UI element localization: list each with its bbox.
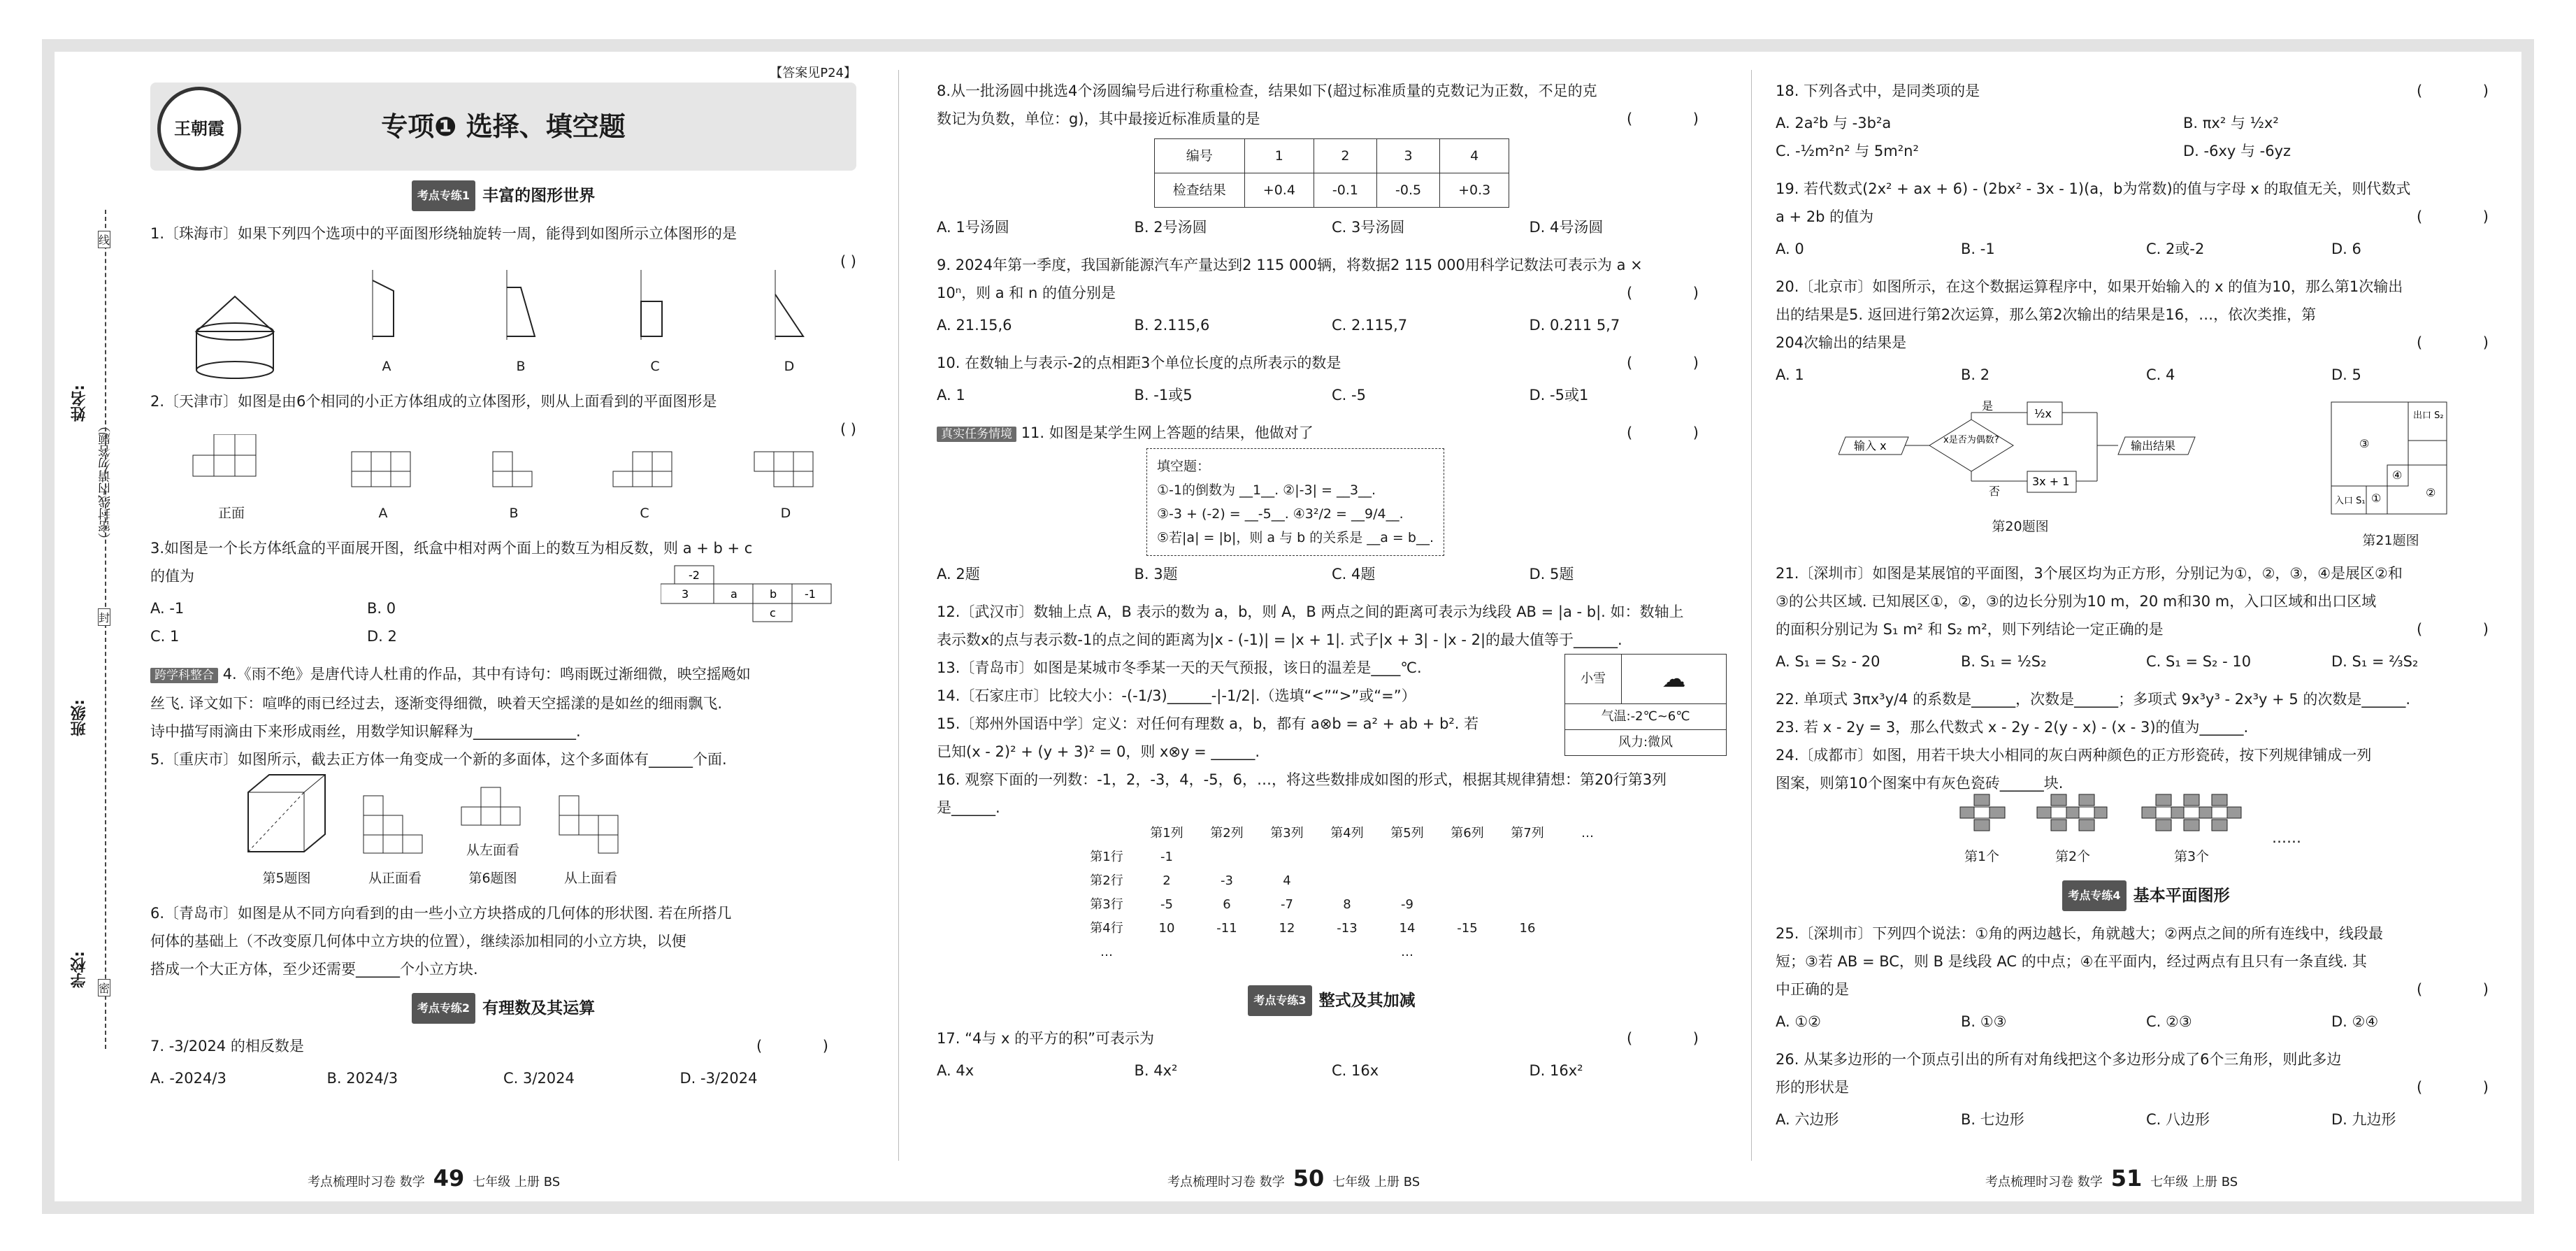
q1-option-a: A xyxy=(359,266,415,380)
svg-text:x是否为偶数?: x是否为偶数? xyxy=(1943,435,1999,445)
q2-option-d: D xyxy=(751,448,821,527)
grid-row: … … xyxy=(1100,945,1413,959)
q10-options: A. 1 B. -1或5 C. -5 D. -5或1 xyxy=(937,387,1589,403)
seal-mark-1: 线 xyxy=(98,231,110,248)
question-9-cont: 10ⁿ，则 a 和 n 的值分别是 ( ) xyxy=(937,279,1727,307)
cut-cube-figure: 第5题图 xyxy=(241,771,332,892)
svg-text:a: a xyxy=(731,587,737,601)
section-title: 有理数及其运算 xyxy=(482,999,596,1017)
brand-logo xyxy=(157,87,241,171)
question-21: 21.〔深圳市〕如图是某展馆的平面图，3个展区均为正方形，分别记为①，②，③，④是展区②和 xyxy=(1776,565,2403,582)
question-8: 8.从一批汤圆中挑选4个汤圆编号后进行称重检查，结果如下(超过标准质量的克数记为正数，不足的克 xyxy=(937,83,1597,99)
section-title: 整式及其加减 xyxy=(1318,992,1416,1010)
svg-text:输入 x: 输入 x xyxy=(1854,439,1887,452)
binding-strip xyxy=(63,210,112,1049)
question-21-cont: ③的公共区域. 已知展区①，②，③的边长分别为10 m，20 m和30 m，入口区域和出口区域 xyxy=(1776,593,2377,610)
svg-text:否: 否 xyxy=(1989,485,2001,498)
svg-text:b: b xyxy=(770,587,777,601)
q25-options: A. ①② B. ①③ C. ②③ D. ②④ xyxy=(1776,1013,2379,1030)
column-divider xyxy=(898,70,899,1161)
footer-page-50: 考点梳理时习卷 数学 50 七年级 上册 BS xyxy=(1167,1165,1420,1192)
q3-options: A. -1 B. 0 C. 1 D. 2 xyxy=(150,600,397,645)
question-22: 22. 单项式 3πx³y/4 的系数是______，次数是______；多项式 9x³y³ - 2x³y + 5 的次数是______. xyxy=(1776,691,2411,708)
section-header xyxy=(150,180,856,211)
question-3-block xyxy=(150,534,856,650)
name-label: 姓名: xyxy=(71,385,88,422)
question-26: 26. 从某多边形的一个顶点引出的所有对角线把这个多边形分成了6个三角形，则此多边 xyxy=(1776,1051,2342,1068)
question-2: 2.〔天津市〕如图是由6个相同的小正方体组成的立体图形，则从上面看到的平面图形是 xyxy=(150,393,717,410)
page-number: 49 xyxy=(433,1165,465,1192)
real-task-tag: 真实任务情境 xyxy=(937,427,1016,442)
svg-text:3x + 1: 3x + 1 xyxy=(2032,475,2070,488)
q7-options: A. -2024/3 B. 2024/3 C. 3/2024 D. -3/2024 xyxy=(150,1070,758,1087)
column-1 xyxy=(150,64,856,1102)
q2-option-a: A xyxy=(348,448,418,527)
answer-paren: ( ) xyxy=(1626,1030,1727,1047)
q1-option-b: B xyxy=(493,266,549,380)
answer-paren: ( ) xyxy=(1626,110,1727,127)
svg-text:①: ① xyxy=(2371,492,2382,505)
svg-text:出口 S₂: 出口 S₂ xyxy=(2413,410,2444,421)
q8-options: A. 1号汤圆 B. 2号汤圆 C. 3号汤圆 D. 4号汤圆 xyxy=(937,219,1604,236)
top-view-figure: 从上面看 xyxy=(556,792,626,892)
tile-pattern-ellipsis: …… xyxy=(2272,829,2301,846)
question-9: 9. 2024年第一季度，我国新能源汽车产量达到2 115 000辆，将数据2 115 000用科学记数法可表示为 a × xyxy=(937,257,1643,273)
answer-paren: ( ) xyxy=(1626,285,1727,301)
section-header xyxy=(150,993,856,1024)
section-tag: 考点专练2 xyxy=(412,993,475,1024)
question-6: 6.〔青岛市〕如图是从不同方向看到的由一些小立方块搭成的几何体的形状图. 若在所搭几 xyxy=(150,905,732,922)
question-3: 3.如图是一个长方体纸盒的平面展开图，纸盒中相对两个面上的数互为相反数，则 a + b + c xyxy=(150,540,753,557)
cube-stack-figure: 正面 xyxy=(186,434,277,527)
section-header xyxy=(1776,880,2517,911)
section-title: 基本平面图形 xyxy=(2133,887,2230,905)
q18-options: A. 2a²b 与 -3b²a B. πx² 与 ½x² C. -½m²n² 与 5m²n² D. -6xy 与 -6yz xyxy=(1776,115,2291,159)
question-11: 真实任务情境 11. 如图是某学生网上答题的结果，他做对了 ( ) xyxy=(937,419,1727,448)
box-net-figure xyxy=(661,562,842,625)
footer-page-49: 考点梳理时习卷 数学 49 七年级 上册 BS xyxy=(308,1165,561,1192)
answer-paren: ( ) xyxy=(2416,208,2517,225)
page-title: 专项❶ 选择、填空题 xyxy=(381,111,626,142)
seal-note: （密封线内请勿答题） xyxy=(98,420,113,545)
question-15: 15.〔郑州外国语中学〕定义：对任何有理数 a，b，都有 a⊗b = a² + ab + b². 若 xyxy=(937,715,1479,732)
question-12-cont: 表示数x的点与表示数-1的点之间的距离为|x - (-1)| = |x + 1|. 式子|x + 3| - |x - 2|的最大值等于______. xyxy=(937,631,1622,648)
column-3 xyxy=(1776,77,2517,1143)
question-21-cont2: 的面积分别记为 S₁ m² 和 S₂ m²，则下列结论一定正确的是 ( ) xyxy=(1776,615,2517,643)
question-17: 17. “4与 x 的平方的积”可表示为 ( ) xyxy=(937,1024,1727,1052)
answer-ref: 【答案见P24】 xyxy=(770,66,856,80)
question-12: 12.〔武汉市〕数轴上点 A，B 表示的数为 a，b，则 A，B 两点之间的距离可表示为线段 AB = |a - b|. 如：数轴上 xyxy=(937,603,1684,620)
answer-paren: ( ) xyxy=(1626,355,1727,371)
answer-paren: ( ) xyxy=(1626,424,1727,441)
grid-header: 第1列 第2列 第3列 第4列 第5列 第6列 第7列 … xyxy=(1150,826,1594,841)
tile-pattern-1: 第1个 xyxy=(1957,792,2006,871)
seal-mark-3: 密 xyxy=(98,979,110,996)
svg-text:-1: -1 xyxy=(805,587,816,601)
q21-options: A. S₁ = S₂ - 20 B. S₁ = ½S₂ C. S₁ = S₂ - 10 D. S₁ = ⅔S₂ xyxy=(1776,653,2419,670)
question-3-cont: 的值为 xyxy=(150,568,194,585)
column-2 xyxy=(937,77,1727,1094)
svg-text:入口 S₁: 入口 S₁ xyxy=(2335,496,2366,506)
svg-text:输出结果: 输出结果 xyxy=(2131,439,2176,452)
q26-options: A. 六边形 B. 七边形 C. 八边形 D. 九边形 xyxy=(1776,1111,2396,1128)
class-label: 班级: xyxy=(71,699,88,736)
section-title: 丰富的图形世界 xyxy=(482,187,596,205)
question-4-cont: 丝飞. 译文如下：喧哗的雨已经过去，逐渐变得细微，映着天空摇漾的是如丝的细雨飘飞. xyxy=(150,695,723,712)
question-6-cont2: 搭成一个大正方体，至少还需要______个小立方块. xyxy=(150,961,478,978)
question-16: 16. 观察下面的一列数：-1，2，-3，4，-5，6，…，将这些数排成如图的形式，根据其规律猜想：第20行第3列 xyxy=(937,771,1667,788)
grid-row: 第4行 10 -11 12 -13 14 -15 16 xyxy=(1090,921,1536,936)
snow-cloud-icon: ☁ xyxy=(1662,665,1686,693)
question-8-cont: 数记为负数，单位：g)，其中最接近标准质量的是 ( ) xyxy=(937,105,1727,133)
question-4: 跨学科整合 4.《雨不绝》是唐代诗人杜甫的作品，其中有诗句：鸣雨既过渐细微，映空摇飏如 xyxy=(150,660,856,689)
page-number: 50 xyxy=(1293,1165,1325,1192)
answer-paren: ( ) xyxy=(840,421,856,438)
question-15-cont: 已知(x - 2)² + (y + 3)² = 0，则 x⊗y = ______. xyxy=(937,743,1260,760)
tile-pattern-2: 第2个 xyxy=(2034,792,2111,871)
svg-text:-2: -2 xyxy=(689,569,700,582)
q1-option-c: C xyxy=(627,266,683,380)
question-24: 24.〔成都市〕如图，用若干块大小相同的灰白两种颜色的正方形瓷砖，按下列规律铺成一列 xyxy=(1776,747,2372,764)
question-14: 14.〔石家庄市〕比较大小：-(-1/3)______-|-1/2|.（选填“<”“>”或“=”） xyxy=(937,687,1416,704)
q19-options: A. 0 B. -1 C. 2或-2 D. 6 xyxy=(1776,241,2361,257)
svg-text:是: 是 xyxy=(1982,399,1994,413)
answer-paren: ( ) xyxy=(2416,83,2517,99)
answer-paren: ( ) xyxy=(840,253,856,270)
question-25: 25.〔深圳市〕下列四个说法：①角的两边越长，角就越大；②两点之间的所有连线中，线段最 xyxy=(1776,925,2384,942)
grid-row: 第1行 -1 xyxy=(1090,850,1173,864)
section-tag: 考点专练1 xyxy=(412,180,475,211)
weather-card: 小雪 ☁ 气温:-2℃~6℃ 风力:微风 xyxy=(1564,654,1727,756)
q2-option-c: C xyxy=(610,448,679,527)
question-25-cont2: 中正确的是 ( ) xyxy=(1776,975,2517,1003)
q8-table: 编号 1 2 3 4 检查结果 +0.4 -0.1 -0.5 +0.3 xyxy=(1154,138,1509,208)
question-19-cont: a + 2b 的值为 ( ) xyxy=(1776,203,2517,231)
q11-answer-box: 填空题： ①-1的倒数为 __1__. ②|-3| = __3__. ③-3 + (-2) = __-5__. ④3²/2 = __9/4__. ⑤若|a| = |b|，则 a 与 b 的关系是 __a = b__. xyxy=(1146,448,1444,556)
question-10: 10. 在数轴上与表示-2的点相距3个单位长度的点所表示的数是 ( ) xyxy=(937,349,1727,377)
svg-text:④: ④ xyxy=(2392,469,2403,482)
question-1: 1.〔珠海市〕如果下列四个选项中的平面图形绕轴旋转一周，能得到如图所示立体图形的是 xyxy=(150,225,737,242)
interdisciplinary-tag: 跨学科整合 xyxy=(150,668,218,683)
school-label: 学校: xyxy=(71,951,88,988)
svg-text:③: ③ xyxy=(2359,437,2370,450)
question-18: 18. 下列各式中，是同类项的是 ( ) xyxy=(1776,77,2517,105)
q20-q21-figures xyxy=(1776,399,2517,552)
cone-cylinder-figure xyxy=(189,289,280,380)
question-20-cont: 出的结果是5. 返回进行第2次运算，那么第2次输出的结果是16，…，依次类推，第 xyxy=(1776,306,2317,323)
page-number: 51 xyxy=(2110,1165,2143,1192)
left-view-figure: 从左面看 第6题图 xyxy=(458,764,528,892)
question-5: 5.〔重庆市〕如图所示，截去正方体一角变成一个新的多面体，这个多面体有______个面. xyxy=(150,751,727,768)
q2-option-b: B xyxy=(489,448,538,527)
question-23: 23. 若 x - 2y = 3，那么代数式 x - 2y - 2(y - x) - (x - 3)的值为______. xyxy=(1776,719,2249,736)
q17-options: A. 4x B. 4x² C. 16x D. 16x² xyxy=(937,1062,1583,1079)
grid-row: 第3行 -5 6 -7 8 -9 xyxy=(1090,897,1413,912)
answer-paren: ( ) xyxy=(756,1038,856,1055)
question-7: 7. -3/2024 的相反数是 ( ) xyxy=(150,1032,856,1060)
tile-pattern-3: 第3个 xyxy=(2139,792,2244,871)
question-20-cont2: 204次输出的结果是 ( ) xyxy=(1776,329,2517,357)
exhibition-floorplan-figure: 出口 S₂ ③ ② ① ④ 入口 S₁ 第21题图 xyxy=(2328,399,2454,555)
answer-paren: ( ) xyxy=(2416,621,2517,638)
q16-number-grid xyxy=(937,822,1727,964)
q9-options: A. 21.15,6 B. 2.115,6 C. 2.115,7 D. 0.211 5,7 xyxy=(937,317,1620,334)
q2-figures xyxy=(150,450,856,527)
svg-text:②: ② xyxy=(2426,486,2436,499)
question-26-cont: 形的形状是 ( ) xyxy=(1776,1073,2517,1101)
section-tag: 考点专练3 xyxy=(1248,985,1311,1016)
question-16-cont: 是______. xyxy=(937,799,1000,816)
q5-q6-figures xyxy=(150,780,856,892)
question-19: 19. 若代数式(2x² + ax + 6) - (2bx² - 3x - 1)(a，b为常数)的值与字母 x 的取值无关，则代数式 xyxy=(1776,180,2411,197)
flowchart-figure: 输入 x x是否为偶数? 是 ½x 否 3x + 1 输出结果 第20题图 xyxy=(1839,399,2202,541)
column-divider xyxy=(1751,70,1752,1161)
svg-text:3: 3 xyxy=(682,587,689,601)
front-view-figure: 从正面看 xyxy=(360,792,430,892)
q1-figures xyxy=(150,283,856,380)
seal-mark-2: 封 xyxy=(98,608,110,626)
svg-text:c: c xyxy=(770,606,776,620)
question-4-cont2: 诗中描写雨滴由下来形成雨丝，用数学知识解释为______________. xyxy=(150,723,581,740)
question-25-cont: 短；③若 AB = BC，则 B 是线段 AC 的中点；④在平面内，经过两点有且只有一条直线. 其 xyxy=(1776,953,2367,970)
question-24-cont: 图案，则第10个图案中有灰色瓷砖______块. xyxy=(1776,775,2064,792)
answer-paren: ( ) xyxy=(2416,1079,2517,1096)
answer-paren: ( ) xyxy=(2416,981,2517,998)
q20-options: A. 1 B. 2 C. 4 D. 5 xyxy=(1776,366,2361,383)
seal-line xyxy=(105,210,106,1049)
q24-tile-figures xyxy=(1776,804,2517,871)
section-tag: 考点专练4 xyxy=(2062,880,2126,911)
q1-option-d: D xyxy=(761,266,817,380)
title-banner xyxy=(150,83,856,171)
question-13: 13.〔青岛市〕如图是某城市冬季某一天的天气预报，该日的温差是____℃. xyxy=(937,659,1422,676)
question-20: 20.〔北京市〕如图所示，在这个数据运算程序中，如果开始输入的 x 的值为10，那么第1次输出 xyxy=(1776,278,2403,295)
answer-paren: ( ) xyxy=(2416,334,2517,351)
question-6-cont: 何体的基础上（不改变原几何体中立方块的位置），继续添加相同的小立方块，以便 xyxy=(150,933,686,950)
q11-options: A. 2题 B. 3题 C. 4题 D. 5题 xyxy=(937,566,1574,582)
footer-page-51: 考点梳理时习卷 数学 51 七年级 上册 BS xyxy=(1985,1165,2238,1192)
section-header xyxy=(937,985,1727,1016)
grid-row: 第2行 2 -3 4 xyxy=(1090,873,1291,888)
svg-text:½x: ½x xyxy=(2034,407,2052,420)
brand-logo-text: 王朝霞 xyxy=(174,118,224,138)
